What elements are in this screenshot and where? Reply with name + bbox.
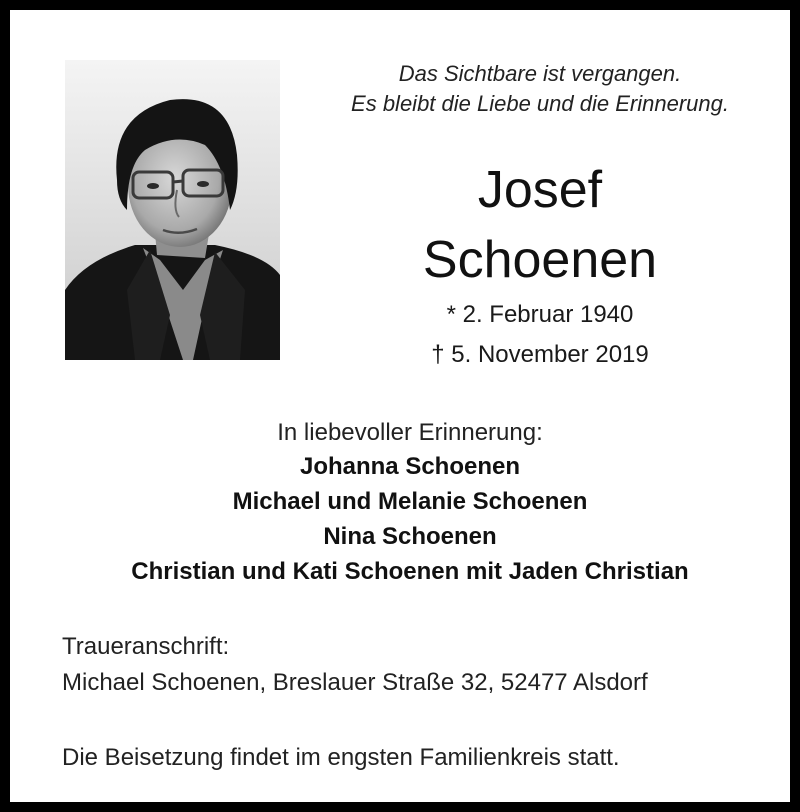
deceased-last-name: Schoenen	[422, 231, 658, 289]
mourner-line: Christian und Kati Schoenen mit Jaden Christian	[131, 558, 689, 585]
portrait-illustration	[65, 60, 280, 360]
funeral-note: Die Beisetzung findet im engsten Familienkreis statt.	[62, 744, 620, 771]
death-date: † 5. November 2019	[431, 341, 649, 368]
address-label: Traueranschrift:	[62, 633, 230, 660]
mourner-line: Johanna Schoenen	[299, 453, 521, 480]
birth-date: * 2. Februar 1940	[446, 301, 634, 328]
memory-label: In liebevoller Erinnerung:	[277, 419, 543, 446]
portrait-photo	[65, 60, 280, 360]
deceased-first-name: Josef	[477, 161, 603, 219]
address-text: Michael Schoenen, Breslauer Straße 32, 52477 Alsdorf	[62, 669, 648, 696]
motto-line-2: Es bleibt die Liebe und die Erinnerung.	[351, 91, 729, 116]
mourner-line: Michael und Melanie Schoenen	[232, 488, 588, 515]
motto-line-1: Das Sichtbare ist vergangen.	[398, 61, 682, 86]
mourner-line: Nina Schoenen	[323, 523, 497, 550]
